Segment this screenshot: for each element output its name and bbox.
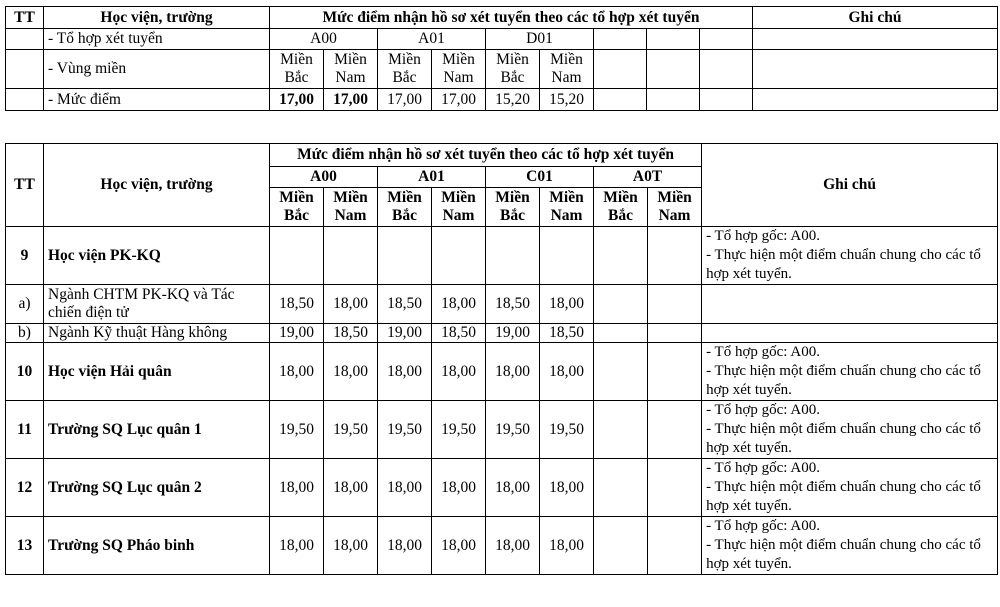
score-cell: 19,00 [378,324,432,343]
empty-cell [700,89,753,111]
region-header: Miền Bắc [486,188,540,227]
school-name: Học viện PK-KQ [44,227,270,285]
tt-cell: 12 [6,459,44,517]
score-cell: 18,50 [378,285,432,324]
score-cell [324,227,378,285]
empty-cell [647,29,700,50]
region-label: Miền Bắc [486,50,540,89]
score-cell: 18,00 [324,459,378,517]
region-label: Miền Bắc [270,50,324,89]
score-cell: 18,00 [540,343,594,401]
note-line: - Thực hiện một điểm chuẩn chung cho các tổ hợp xét tuyển. [706,421,981,456]
note-line: - Tổ hợp gốc: A00. [706,460,820,476]
score-cell: 19,00 [270,324,324,343]
note-cell [753,50,998,89]
score-cell: 19,50 [324,401,378,459]
table-row [6,324,998,343]
region-header: Miền Nam [648,188,702,227]
note-line: - Thực hiện một điểm chuẩn chung cho các tổ hợp xét tuyển. [706,479,981,514]
region-header: Miền Nam [324,188,378,227]
note-line: - Tổ hợp gốc: A00. [706,518,820,534]
score-cell [432,227,486,285]
note-header: Ghi chú [702,144,998,227]
score-cell: 18,00 [432,459,486,517]
school-name: Học viện Hải quân [44,343,270,401]
score-cell: 18,50 [486,285,540,324]
score-cell: 18,00 [432,285,486,324]
tt-cell: 10 [6,343,44,401]
score-cell: 18,00 [540,285,594,324]
tt-cell: a) [6,285,44,324]
region-header: Miền Bắc [378,188,432,227]
note-cell [702,401,998,459]
empty-cell [647,89,700,111]
school-name: Ngành Kỹ thuật Hàng không [44,324,270,343]
score-cell: 18,50 [324,324,378,343]
score-cell: 18,00 [540,459,594,517]
note-cell [702,343,998,401]
school-name: Ngành CHTM PK-KQ và Tác chiến điện tử [44,285,270,324]
table-row [6,227,998,285]
note-header: Ghi chú [753,7,998,29]
score-cell: 19,50 [540,401,594,459]
score-cell [648,517,702,575]
score-cell: 18,00 [270,343,324,401]
score-cell [594,227,648,285]
score-cell: 18,00 [324,517,378,575]
note-cell [753,89,998,111]
score-cell: 18,50 [270,285,324,324]
note-line: - Thực hiện một điểm chuẩn chung cho các tổ hợp xét tuyển. [706,537,981,572]
score-cell [594,285,648,324]
note-cell [702,459,998,517]
tt-cell: 13 [6,517,44,575]
score-cell: 18,00 [270,459,324,517]
row-label-mucdiem: - Mức điểm [44,89,270,111]
tt-cell: b) [6,324,44,343]
score-cell: 17,00 [324,89,378,111]
score-cell [594,324,648,343]
tt-cell [6,89,44,111]
school-header: Học viện, trường [44,144,270,227]
score-cell [648,324,702,343]
empty-cell [594,89,647,111]
score-cell: 18,50 [540,324,594,343]
region-header: Miền Nam [540,188,594,227]
table-row [6,343,998,401]
score-cell [594,401,648,459]
empty-cell [700,50,753,89]
school-header: Học viện, trường [44,7,270,29]
score-cell: 18,00 [378,343,432,401]
score-cell [648,401,702,459]
school-name: Trường SQ Lục quân 2 [44,459,270,517]
group-header: C01 [486,167,594,188]
score-cell [594,517,648,575]
table-row [6,401,998,459]
note-line: - Tổ hợp gốc: A00. [706,402,820,418]
region-label: Miền Nam [540,50,594,89]
criteria-header: Mức điểm nhận hồ sơ xét tuyển theo các tổ hợp xét tuyển [270,7,753,29]
note-cell [702,227,998,285]
note-cell [702,517,998,575]
score-cell: 19,00 [486,324,540,343]
score-cell: 18,00 [432,343,486,401]
note-line: - Tổ hợp gốc: A00. [706,228,820,244]
tt-cell [6,29,44,50]
group-header: A0T [594,167,702,188]
tt-cell: 9 [6,227,44,285]
admission-table-main [5,143,998,575]
table-row [6,517,998,575]
empty-cell [647,50,700,89]
criteria-header: Mức điểm nhận hồ sơ xét tuyển theo các tổ hợp xét tuyển [270,144,702,167]
score-cell: 17,00 [432,89,486,111]
empty-cell [700,29,753,50]
row-label-tohop: - Tổ hợp xét tuyển [44,29,270,50]
score-cell [486,227,540,285]
note-cell [753,29,998,50]
group-label: D01 [486,29,594,50]
score-cell: 18,00 [378,459,432,517]
tt-cell [6,50,44,89]
score-cell: 18,00 [270,517,324,575]
score-cell [378,227,432,285]
score-cell: 15,20 [540,89,594,111]
score-cell [540,227,594,285]
score-cell: 18,00 [486,343,540,401]
note-line: - Thực hiện một điểm chuẩn chung cho các tổ hợp xét tuyển. [706,247,981,282]
score-cell: 19,50 [270,401,324,459]
group-header: A00 [270,167,378,188]
group-label: A01 [378,29,486,50]
score-cell [648,285,702,324]
score-cell: 18,00 [324,285,378,324]
score-cell: 19,50 [486,401,540,459]
score-cell: 17,00 [378,89,432,111]
group-label: A00 [270,29,378,50]
tt-header: TT [6,7,44,29]
note-cell [702,324,998,343]
score-cell: 19,50 [432,401,486,459]
table-row [6,459,998,517]
score-cell: 17,00 [270,89,324,111]
note-cell [702,285,998,324]
score-cell: 18,50 [432,324,486,343]
region-header: Miền Bắc [270,188,324,227]
admission-table-top [5,6,998,111]
score-cell: 15,20 [486,89,540,111]
score-cell [648,227,702,285]
tt-header: TT [6,144,44,227]
school-name: Trường SQ Pháo binh [44,517,270,575]
group-header: A01 [378,167,486,188]
score-cell: 19,50 [378,401,432,459]
region-label: Miền Bắc [378,50,432,89]
empty-cell [594,50,647,89]
score-cell [648,343,702,401]
score-cell: 18,00 [432,517,486,575]
score-cell: 18,00 [486,517,540,575]
row-label-vung: - Vùng miền [44,50,270,89]
region-header: Miền Bắc [594,188,648,227]
empty-cell [594,29,647,50]
school-name: Trường SQ Lục quân 1 [44,401,270,459]
tt-cell: 11 [6,401,44,459]
score-cell [648,459,702,517]
score-cell [594,459,648,517]
score-cell [270,227,324,285]
note-line: - Tổ hợp gốc: A00. [706,344,820,360]
region-header: Miền Nam [432,188,486,227]
note-line: - Thực hiện một điểm chuẩn chung cho các tổ hợp xét tuyển. [706,363,981,398]
region-label: Miền Nam [324,50,378,89]
score-cell: 18,00 [486,459,540,517]
score-cell: 18,00 [540,517,594,575]
region-label: Miền Nam [432,50,486,89]
score-cell [594,343,648,401]
table-row [6,285,998,324]
score-cell: 18,00 [324,343,378,401]
score-cell: 18,00 [378,517,432,575]
